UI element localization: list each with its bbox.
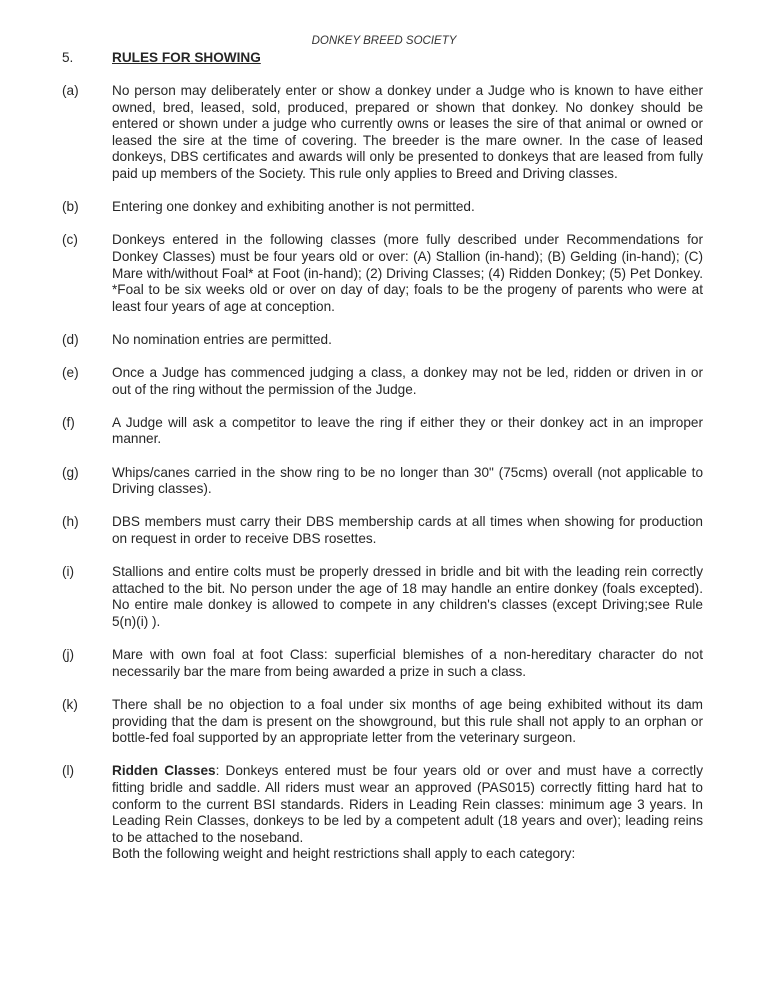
rule-label: (h) (62, 514, 79, 530)
rule-body: : Donkeys entered must be four years old or over and must have a correctly fitting bridle and saddle. All riders must wear an approved (PAS015) correctly fitting hard hat to conform to the current BSI standards. Riders in Leading Rein classes: minimum age 3 years. In Leading Rein Classes, donkeys to be led by a competent adult (18 years and over); leading reins to be attached to the noseband. (112, 763, 703, 845)
rule-label: (g) (62, 464, 79, 480)
rule-label: (b) (62, 199, 79, 215)
rule-e (62, 365, 703, 398)
rule-label: (d) (62, 331, 79, 347)
rule-text: Stallions and entire colts must be properly dressed in bridle and bit with the leading rein correctly attached to the bit. No person under the age of 18 may handle an entire donkey (foals excepted). No entire male donkey is allowed to compete in any children's classes (except Driving;see Rule 5(n)(i) ). (112, 564, 703, 629)
rule-text: Once a Judge has commenced judging a class, a donkey may not be led, ridden or driven in or out of the ring without the permission of the Judge. (112, 365, 703, 397)
rule-k (62, 697, 703, 747)
rule-j (62, 647, 703, 680)
rule-text: Donkeys entered in the following classes (more fully described under Recommendations for Donkey Classes) must be four years old or over: (A) Stallion (in-hand); (B) Gelding (in-hand); (C) Mare with/without Foal* at Foot (in-hand); (2) Driving Classes; (4) Ridden Donkey; (5) Pet Donkey. *Foal to be six weeks old or over on day of day; foals to be the progeny of parents who were at least four years of age at conception. (112, 232, 703, 314)
rule-text: DBS members must carry their DBS membership cards at all times when showing for production on request in order to receive DBS rosettes. (112, 514, 703, 547)
rule-text (112, 763, 703, 846)
rule-a (62, 83, 703, 183)
rule-c (62, 232, 703, 315)
rule-label: (f) (62, 414, 75, 430)
rule-label: (e) (62, 365, 79, 381)
rule-l (62, 763, 703, 863)
rule-label: (k) (62, 696, 78, 712)
rule-label: (j) (62, 647, 75, 663)
rule-text: No person may deliberately enter or show a donkey under a Judge who is known to have either owned, bred, leased, sold, produced, prepared or shown that donkey. No donkey should be entered or shown under a judge who currently owns or leases the sire of that animal or owned or leased the sire at the time of covering. The breeder is the mare owner. In the case of leased donkeys, DBS certificates and awards will only be presented to donkeys that are leased from fully paid up members of the Society. This rule only applies to Breed and Driving classes. (112, 83, 703, 181)
rule-text: Whips/canes carried in the show ring to be no longer than 30" (75cms) overall (not applicable to Driving classes). (112, 464, 703, 497)
section-number: 5. (62, 50, 74, 65)
rule-label: (a) (62, 83, 79, 98)
rule-label: (c) (62, 232, 78, 248)
section-title: RULES FOR SHOWING (112, 50, 261, 65)
rule-text: There shall be no objection to a foal under six months of age being exhibited without its dam providing that the dam is present on the showground, but this rule shall not apply to an orphan or bottle-fed foal supported by an appropriate letter from the veterinary surgeon. (112, 696, 703, 746)
rules-list (62, 83, 703, 880)
rule-h (62, 514, 703, 547)
rule-extra-text: Both the following weight and height restrictions shall apply to each category: (112, 846, 576, 862)
rule-f (62, 415, 703, 448)
page-header: DONKEY BREED SOCIETY (311, 35, 457, 47)
rule-bold-lead: Ridden Classes (112, 763, 216, 779)
rule-text: A Judge will ask a competitor to leave the ring if either they or their donkey act in an improper manner. (112, 414, 703, 447)
rule-i (62, 564, 703, 630)
rule-g (62, 465, 703, 498)
rule-text: Entering one donkey and exhibiting another is not permitted. (112, 199, 475, 215)
rule-text: Mare with own foal at foot Class: superficial blemishes of a non-hereditary character do not necessarily bar the mare from being awarded a prize in such a class. (112, 647, 703, 679)
rule-label: (i) (62, 564, 75, 580)
rule-label: (l) (62, 763, 75, 779)
rule-b (62, 199, 703, 216)
rule-text: No nomination entries are permitted. (112, 331, 332, 347)
rule-d (62, 332, 703, 349)
